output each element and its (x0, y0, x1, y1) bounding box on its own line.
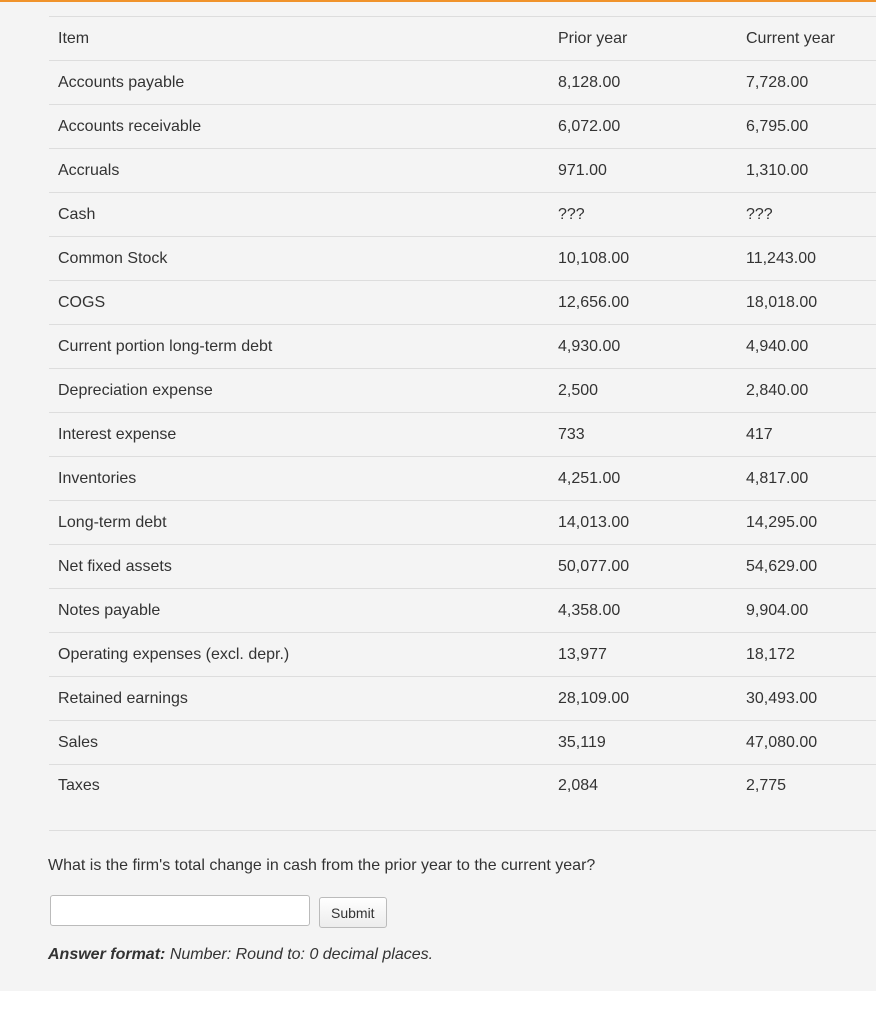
table-row (49, 633, 876, 677)
answer-input[interactable] (50, 895, 310, 926)
table-body (49, 61, 876, 831)
current-year-value-cell: 14,295.00 (737, 501, 876, 545)
item-name-cell: Inventories (49, 457, 549, 501)
answer-format-label: Answer format: (48, 946, 166, 963)
column-header-item: Item (49, 17, 549, 61)
item-name-cell: Common Stock (49, 237, 549, 281)
prior-year-value-cell: 6,072.00 (549, 105, 737, 149)
current-year-value-cell: 417 (737, 413, 876, 457)
current-year-value-cell: 11,243.00 (737, 237, 876, 281)
table-row (49, 105, 876, 149)
prior-year-value-cell: 13,977 (549, 633, 737, 677)
submit-button[interactable]: Submit (319, 897, 387, 928)
item-name-cell: Long-term debt (49, 501, 549, 545)
table-header-row (49, 17, 876, 61)
prior-year-value-cell: 10,108.00 (549, 237, 737, 281)
current-year-value-cell: 7,728.00 (737, 61, 876, 105)
item-name-cell: Cash (49, 193, 549, 237)
prior-year-value-cell: 12,656.00 (549, 281, 737, 325)
item-name-cell: Depreciation expense (49, 369, 549, 413)
current-year-value-cell: 6,795.00 (737, 105, 876, 149)
table-row (49, 721, 876, 765)
table-row (49, 545, 876, 589)
item-name-cell: Retained earnings (49, 677, 549, 721)
table-row (49, 237, 876, 281)
question-text: What is the firm's total change in cash from the prior year to the current year? (48, 857, 596, 874)
prior-year-value-cell: 4,251.00 (549, 457, 737, 501)
prior-year-value-cell: 14,013.00 (549, 501, 737, 545)
prior-year-value-cell: ??? (549, 193, 737, 237)
prior-year-value-cell: 50,077.00 (549, 545, 737, 589)
prior-year-value-cell: 28,109.00 (549, 677, 737, 721)
table-row (49, 193, 876, 237)
column-header-current-year: Current year (737, 17, 876, 61)
table-row (49, 369, 876, 413)
current-year-value-cell: 1,310.00 (737, 149, 876, 193)
prior-year-value-cell: 4,358.00 (549, 589, 737, 633)
prior-year-value-cell: 8,128.00 (549, 61, 737, 105)
current-year-value-cell: 4,817.00 (737, 457, 876, 501)
table-row (49, 413, 876, 457)
table-row (49, 501, 876, 545)
table-row (49, 281, 876, 325)
table-row (49, 61, 876, 105)
current-year-value-cell: 9,904.00 (737, 589, 876, 633)
prior-year-value-cell: 733 (549, 413, 737, 457)
current-year-value-cell: 30,493.00 (737, 677, 876, 721)
answer-format-text: Number: Round to: 0 decimal places. (169, 946, 434, 963)
item-name-cell: Taxes (49, 765, 549, 831)
item-name-cell: Sales (49, 721, 549, 765)
item-name-cell: Accounts receivable (49, 105, 549, 149)
current-year-value-cell: 47,080.00 (737, 721, 876, 765)
current-year-value-cell: 18,018.00 (737, 281, 876, 325)
table-row (49, 325, 876, 369)
financial-data-table (49, 16, 876, 831)
column-header-prior-year: Prior year (549, 17, 737, 61)
item-name-cell: Notes payable (49, 589, 549, 633)
table-row (49, 149, 876, 193)
prior-year-value-cell: 35,119 (549, 721, 737, 765)
table-row (49, 589, 876, 633)
prior-year-value-cell: 2,084 (549, 765, 737, 831)
item-name-cell: COGS (49, 281, 549, 325)
prior-year-value-cell: 4,930.00 (549, 325, 737, 369)
item-name-cell: Operating expenses (excl. depr.) (49, 633, 549, 677)
prior-year-value-cell: 971.00 (549, 149, 737, 193)
answer-format-note (48, 946, 433, 964)
item-name-cell: Accounts payable (49, 61, 549, 105)
table-row (49, 765, 876, 831)
current-year-value-cell: 2,840.00 (737, 369, 876, 413)
current-year-value-cell: 2,775 (737, 765, 876, 831)
item-name-cell: Net fixed assets (49, 545, 549, 589)
prior-year-value-cell: 2,500 (549, 369, 737, 413)
item-name-cell: Accruals (49, 149, 549, 193)
current-year-value-cell: 54,629.00 (737, 545, 876, 589)
current-year-value-cell: 18,172 (737, 633, 876, 677)
item-name-cell: Current portion long-term debt (49, 325, 549, 369)
table-row (49, 677, 876, 721)
item-name-cell: Interest expense (49, 413, 549, 457)
current-year-value-cell: ??? (737, 193, 876, 237)
table-row (49, 457, 876, 501)
current-year-value-cell: 4,940.00 (737, 325, 876, 369)
